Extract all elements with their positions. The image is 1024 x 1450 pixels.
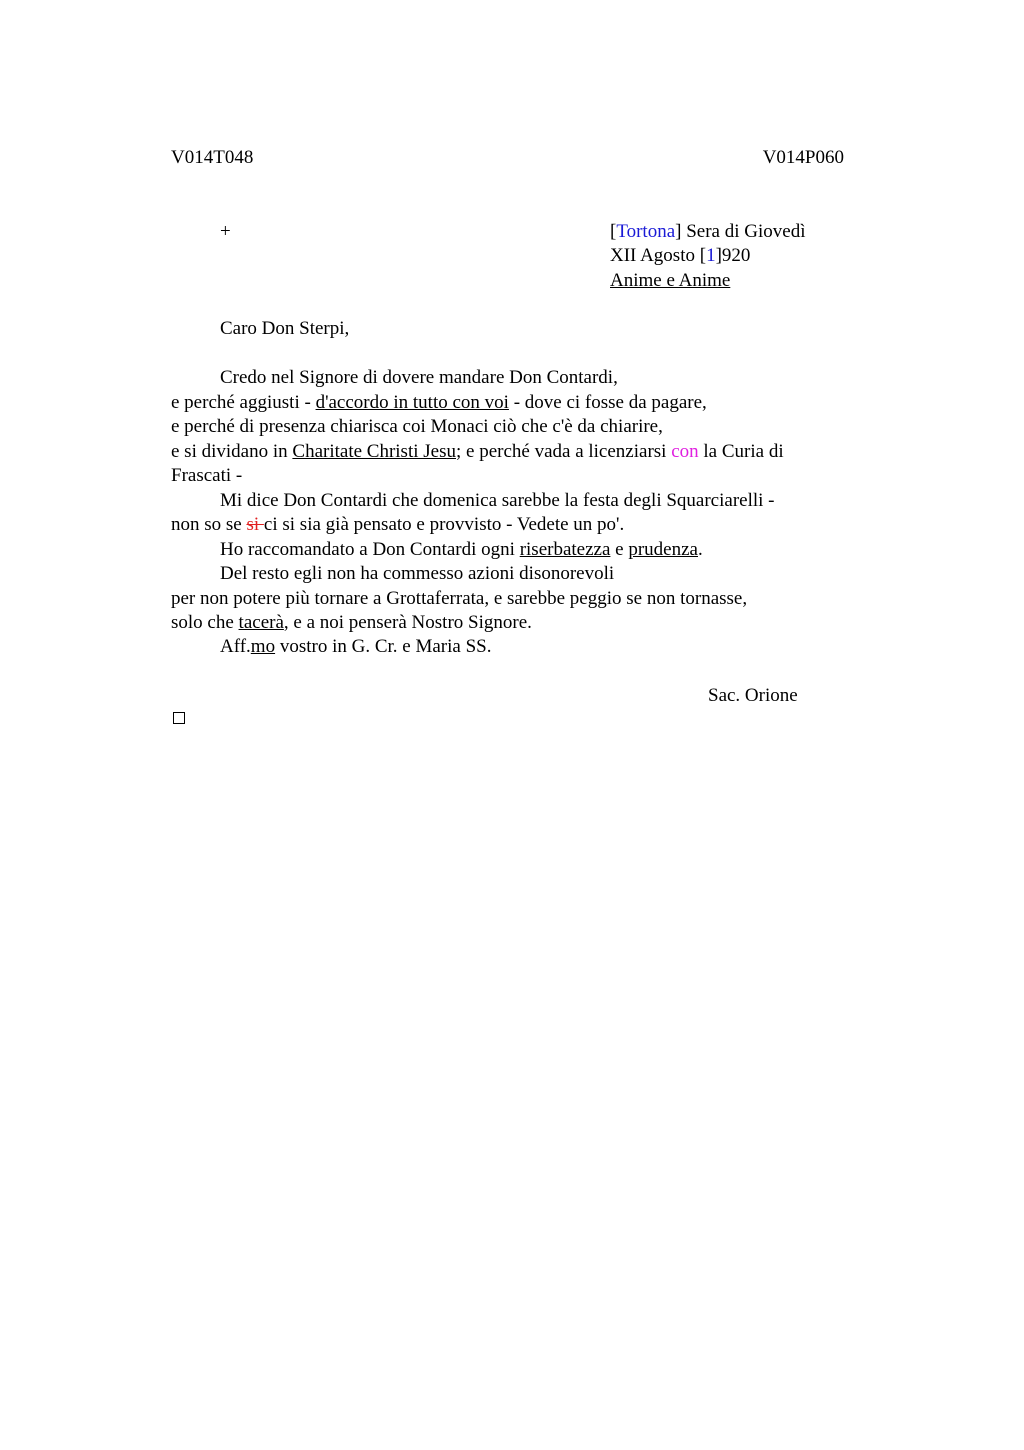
body-line-10: per non potere più tornare a Grottaferrata, e sarebbe peggio se non tornasse, xyxy=(171,588,748,609)
body-line-3: e perché di presenza chiarisca coi Monaci ciò che c'è da chiarire, xyxy=(171,416,663,437)
text-segment: e xyxy=(610,539,629,560)
body-line-2 xyxy=(171,391,707,415)
year-digit: 1 xyxy=(706,245,716,266)
closing-line xyxy=(220,635,491,659)
text-segment: non so se xyxy=(171,514,247,535)
text-segment: ; e perché vada a licenziarsi xyxy=(455,441,672,462)
document-code-right: V014P060 xyxy=(762,147,844,168)
body-line-8 xyxy=(220,538,703,562)
text-segment: Ho raccomandato a Don Contardi ogni xyxy=(220,539,520,560)
dateline-date xyxy=(610,244,750,268)
salutation: Caro Don Sterpi, xyxy=(220,318,350,339)
place-name: Tortona xyxy=(616,221,676,242)
text-segment: ci si sia già pensato e provvisto - Vedete un po'. xyxy=(263,514,625,535)
dateline-place xyxy=(610,220,805,244)
body-line-11 xyxy=(171,611,532,635)
text-segment: . xyxy=(698,539,703,560)
added-word: con xyxy=(671,441,699,462)
underlined-text: tacerà xyxy=(238,612,284,633)
text-segment: Aff. xyxy=(220,636,251,657)
underlined-text: d'accordo in tutto con voi xyxy=(315,392,509,413)
motto: Anime e Anime xyxy=(610,270,731,291)
signature: Sac. Orione xyxy=(708,685,798,706)
body-line-4 xyxy=(171,440,784,464)
body-line-5: Frascati - xyxy=(171,465,243,486)
deleted-word: si xyxy=(246,514,264,535)
body-line-6: Mi dice Don Contardi che domenica sarebbe la festa degli Squarciarelli - xyxy=(220,490,775,511)
bracket-open: [ xyxy=(610,221,617,242)
date-prefix: XII Agosto [ xyxy=(610,245,707,266)
text-segment: solo che xyxy=(171,612,239,633)
body-line-9: Del resto egli non ha commesso azioni disonorevoli xyxy=(220,563,615,584)
text-segment: vostro in G. Cr. e Maria SS. xyxy=(275,636,492,657)
text-segment: , e a noi penserà Nostro Signore. xyxy=(283,612,532,633)
date-suffix: ]920 xyxy=(715,245,751,266)
dateline-day: ] Sera di Giovedì xyxy=(675,221,806,242)
end-mark-box-icon xyxy=(173,712,185,724)
document-code-left: V014T048 xyxy=(171,147,254,168)
text-segment: la Curia di xyxy=(698,441,784,462)
underlined-text: riserbatezza xyxy=(519,539,611,560)
cross-mark: + xyxy=(220,221,231,242)
text-segment: e perché aggiusti - xyxy=(171,392,316,413)
underlined-text: Charitate Christi Jesu xyxy=(292,441,456,462)
text-segment: - dove ci fosse da pagare, xyxy=(508,392,707,413)
underlined-text: mo xyxy=(250,636,276,657)
text-segment: e si dividano in xyxy=(171,441,293,462)
body-line-7 xyxy=(171,513,624,537)
underlined-text: prudenza xyxy=(628,539,698,560)
body-line-1: Credo nel Signore di dovere mandare Don Contardi, xyxy=(220,367,618,388)
